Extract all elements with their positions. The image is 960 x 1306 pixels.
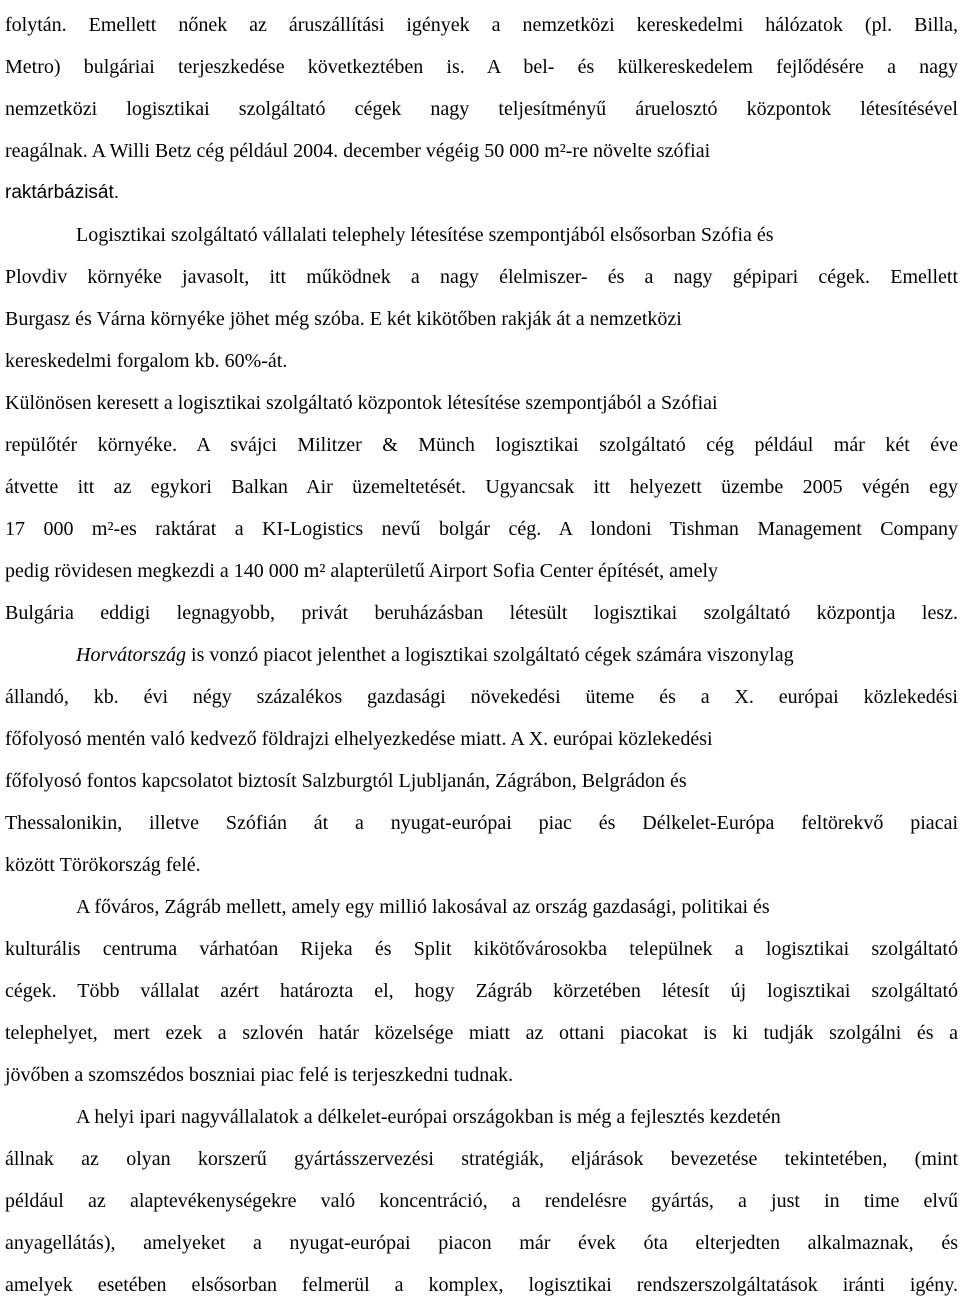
paragraph-6 bbox=[5, 1096, 958, 1306]
text-line: amelyek esetében elsősorban felmerül a komplex, logisztikai rendszerszolgáltatások iránti igény. bbox=[5, 1274, 958, 1296]
text-line: főfolyosó mentén való kedvező földrajzi elhelyezkedése miatt. A X. európai közlekedési bbox=[5, 728, 713, 750]
text-line: A helyi ipari nagyvállalatok a délkelet-európai országokban is még a fejlesztés kezdetén bbox=[76, 1106, 781, 1128]
text-line: állnak az olyan korszerű gyártásszervezési stratégiák, eljárások bevezetése tekintetében, (mint bbox=[5, 1148, 958, 1170]
text-line: között Törökország felé. bbox=[5, 854, 201, 876]
text-line: főfolyosó fontos kapcsolatot biztosít Salzburgtól Ljubljanán, Zágrábon, Belgrádon és bbox=[5, 770, 687, 792]
text-line: Metro) bulgáriai terjeszkedése következtében is. A bel- és külkereskedelem fejlődésére a nagy bbox=[5, 56, 958, 78]
document-page bbox=[5, 4, 958, 1306]
paragraph-1 bbox=[5, 4, 958, 214]
text-line: Bulgária eddigi legnagyobb, privát beruházásban létesült logisztikai szolgáltató központja lesz. bbox=[5, 602, 958, 624]
text-line: folytán. Emellett nőnek az áruszállítási igények a nemzetközi kereskedelmi hálózatok (pl. Billa, bbox=[5, 14, 958, 36]
paragraph-3 bbox=[5, 382, 958, 634]
text-line: például az alaptevékenységekre való koncentráció, a rendelésre gyártás, a just in time elvű bbox=[5, 1190, 958, 1212]
text-line: állandó, kb. évi négy százalékos gazdasági növekedési üteme és a X. európai közlekedési bbox=[5, 686, 958, 708]
text-fragment: is vonzó piacot jelenthet a logisztikai szolgáltató cégek számára viszonylag bbox=[186, 644, 794, 666]
text-line: jövőben a szomszédos boszniai piac felé is terjeszkedni tudnak. bbox=[5, 1064, 514, 1086]
paragraph-2 bbox=[5, 214, 958, 382]
text-line: Burgasz és Várna környéke jöhet még szóba. E két kikötőben rakják át a nemzetközi bbox=[5, 308, 682, 330]
text-line: 17 000 m²-es raktárat a KI-Logistics nevű bolgár cég. A londoni Tishman Management Company bbox=[5, 518, 958, 540]
text-line: átvette itt az egykori Balkan Air üzemeltetését. Ugyancsak itt helyezett üzembe 2005 végén egy bbox=[5, 476, 958, 498]
paragraph-4 bbox=[5, 634, 958, 886]
text-line: pedig rövidesen megkezdi a 140 000 m² alapterületű Airport Sofia Center építését, amely bbox=[5, 560, 719, 582]
text-line: Logisztikai szolgáltató vállalati telephely létesítése szempontjából elsősorban Szófia és bbox=[76, 224, 774, 246]
text-line: A főváros, Zágráb mellett, amely egy millió lakosával az ország gazdasági, politikai és bbox=[76, 896, 770, 918]
text-line: kulturális centruma várhatóan Rijeka és Split kikötővárosokba települnek a logisztikai szolgáltató bbox=[5, 938, 958, 960]
text-line: telephelyet, mert ezek a szlovén határ közelsége miatt az ottani piacokat is ki tudják szolgálni és a bbox=[5, 1022, 958, 1044]
text-line: Plovdiv környéke javasolt, itt működnek a nagy élelmiszer- és a nagy gépipari cégek. Emellett bbox=[5, 266, 958, 288]
text-line: Thessalonikin, illetve Szófián át a nyugat-európai piac és Délkelet-Európa feltörekvő piacai bbox=[5, 812, 958, 834]
paragraph-5 bbox=[5, 886, 958, 1096]
text-line bbox=[5, 634, 958, 676]
text-line: cégek. Több vállalat azért határozta el, hogy Zágráb körzetében létesít új logisztikai szolgáltató bbox=[5, 980, 958, 1002]
text-line: repülőtér környéke. A svájci Militzer & Münch logisztikai szolgáltató cég például már két éve bbox=[5, 434, 958, 456]
country-name-emphasis: Horvátország bbox=[76, 644, 187, 666]
text-line: kereskedelmi forgalom kb. 60%-át. bbox=[5, 350, 288, 372]
text-line: anyagellátás), amelyeket a nyugat-európai piacon már évek óta elterjedten alkalmaznak, és bbox=[5, 1232, 958, 1254]
text-line: Különösen keresett a logisztikai szolgáltató központok létesítése szempontjából a Szófiai bbox=[5, 392, 718, 414]
text-line: raktárbázisát. bbox=[5, 182, 120, 203]
text-line: reagálnak. A Willi Betz cég például 2004. december végéig 50 000 m²-re növelte szófiai bbox=[5, 140, 711, 162]
text-line: nemzetközi logisztikai szolgáltató cégek nagy teljesítményű áruelosztó központok létesítésével bbox=[5, 98, 958, 120]
